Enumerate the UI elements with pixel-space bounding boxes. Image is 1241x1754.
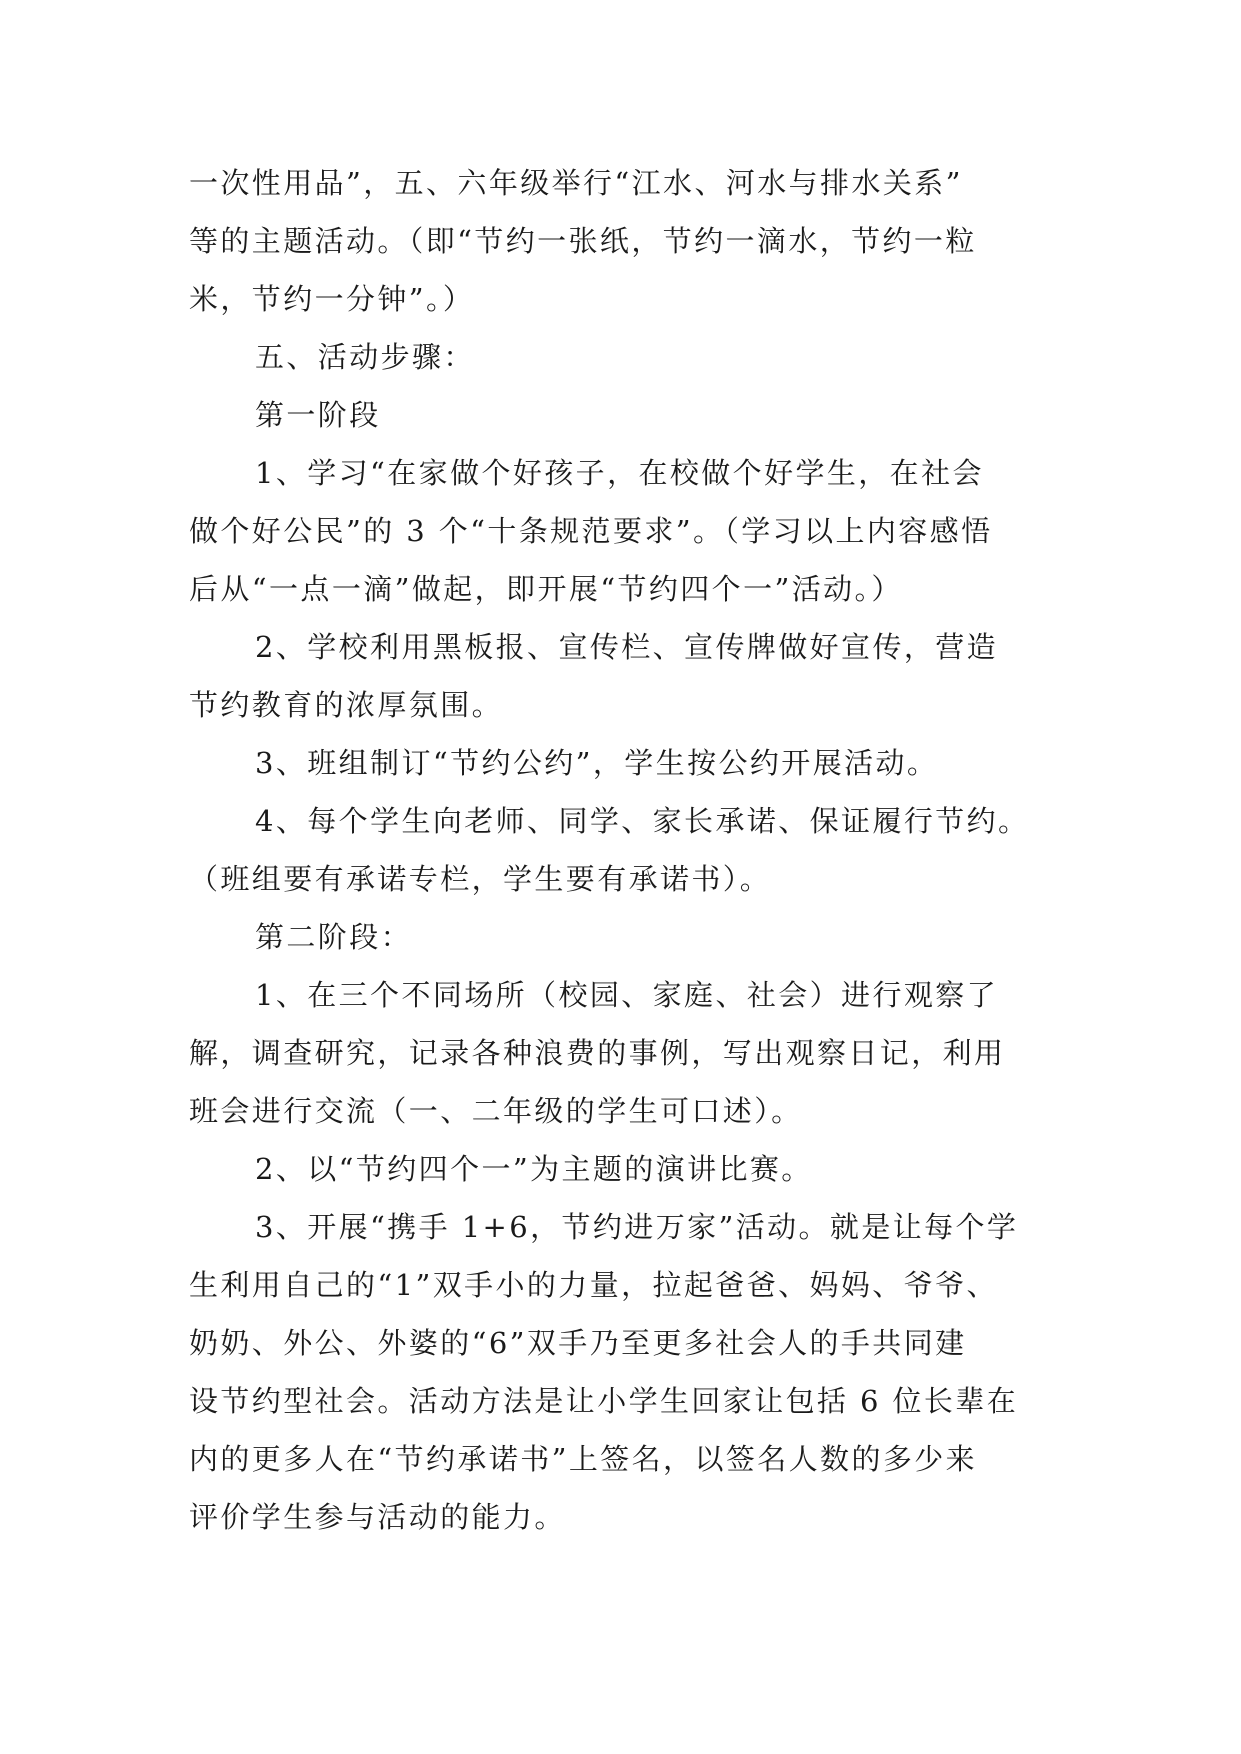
- stage-heading: 第二阶段：: [255, 920, 413, 954]
- text-line: 3、班组制订“节约公约”，学生按公约开展活动。: [255, 746, 939, 780]
- text-line: 等的主题活动。（即“节约一张纸，节约一滴水，节约一粒: [189, 224, 977, 258]
- text-line: 一次性用品”，五、六年级举行“江水、河水与排水关系”: [189, 166, 963, 200]
- stage-heading: 第一阶段: [255, 398, 381, 432]
- text-line: 1、学习“在家做个好孩子，在校做个好学生，在社会: [255, 456, 984, 490]
- text-line: 后从“一点一滴”做起，即开展“节约四个一”活动。）: [189, 572, 903, 606]
- text-line: 班会进行交流（一、二年级的学生可口述）。: [189, 1094, 803, 1128]
- text-line: 奶奶、外公、外婆的“6”双手乃至更多社会人的手共同建: [189, 1326, 967, 1360]
- text-line: 生利用自己的“1”双手小的力量，拉起爸爸、妈妈、爷爷、: [189, 1268, 998, 1302]
- text-line: 节约教育的浓厚氛围。: [189, 688, 504, 722]
- text-line: 2、学校利用黑板报、宣传栏、宣传牌做好宣传，营造: [255, 630, 999, 664]
- text-line: 设节约型社会。活动方法是让小学生回家让包括 6 位长辈在: [189, 1384, 1019, 1418]
- text-line: 4、每个学生向老师、同学、家长承诺、保证履行节约。: [255, 804, 1030, 838]
- text-line: 评价学生参与活动的能力。: [189, 1500, 566, 1534]
- section-heading: 五、活动步骤：: [255, 340, 475, 374]
- text-line: （班组要有承诺专栏，学生要有承诺书）。: [189, 862, 772, 896]
- text-line: 米，节约一分钟”。）: [189, 282, 475, 316]
- text-line: 做个好公民”的 3 个“十条规范要求”。（学习以上内容感悟: [189, 514, 993, 548]
- text-line: 3、开展“携手 1+6，节约进万家”活动。就是让每个学: [255, 1210, 1019, 1244]
- text-line: 2、以“节约四个一”为主题的演讲比赛。: [255, 1152, 813, 1186]
- text-line: 内的更多人在“节约承诺书”上签名，以签名人数的多少来: [189, 1442, 978, 1476]
- text-line: 解，调查研究，记录各种浪费的事例，写出观察日记，利用: [189, 1036, 1006, 1070]
- text-line: 1、在三个不同场所（校园、家庭、社会）进行观察了: [255, 978, 999, 1012]
